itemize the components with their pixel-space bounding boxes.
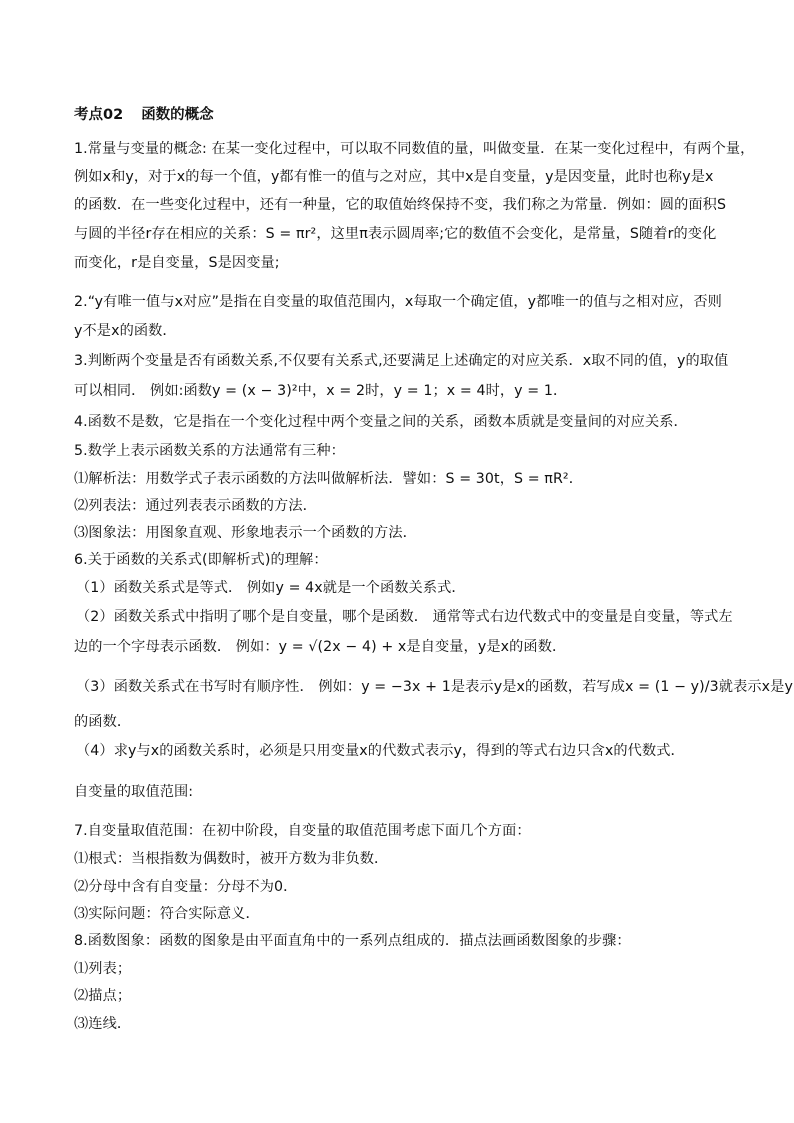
para-3-line-2: 可以相同． 例如:函数y = (x − 3)²中，x = 2时，y = 1；x = 4时，y = 1． [74,383,568,399]
para-4: 4.函数不是数，它是指在一个变化过程中两个变量之间的关系，函数本质就是变量间的对应关系． [74,414,688,430]
para-6-item-2-line-1: （2）函数关系式中指明了哪个是自变量，哪个是函数． 通常等式右边代数式中的变量是自变量，等式左 [76,609,733,625]
para-5-item-3: ⑶图象法：用图象直观、形象地表示一个函数的方法． [74,525,417,541]
para-1-line-4: 与圆的半径r存在相应的关系：S = πr²，这里π表示圆周率;它的数值不会变化，是常量，S随着r的变化 [74,226,717,242]
para-8: 8.函数图象：函数的图象是由平面直角中的一系列点组成的．描点法画函数图象的步骤： [74,933,631,949]
para-6-item-1: （1）函数关系式是等式． 例如y = 4x就是一个函数关系式． [76,580,466,596]
para-5: 5.数学上表示函数关系的方法通常有三种： [74,443,345,459]
section-heading [74,103,214,124]
para-6-item-3-line-1: （3）函数关系式在书写时有顺序性． 例如：y = −3x + 1是表示y是x的函数，若写成x = (1 − y)/3就表示x是y [76,679,793,695]
para-7: 7.自变量取值范围：在初中阶段，自变量的取值范围考虑下面几个方面： [74,823,531,839]
para-7-item-2: ⑵分母中含有自变量：分母不为0． [74,879,298,895]
para-1-line-2: 例如x和y，对于x的每一个值，y都有惟一的值与之对应，其中x是自变量，y是因变量，此时也称y是x [74,169,714,185]
para-6-item-2-line-2: 边的一个字母表示函数． 例如：y = √(2x − 4) + x是自变量，y是x的函数． [74,639,567,655]
para-5-item-2: ⑵列表法：通过列表表示函数的方法． [74,498,317,514]
heading-label: 考点02 [74,107,124,123]
subheading-domain: 自变量的取值范围: [74,784,194,800]
para-7-item-3: ⑶实际问题：符合实际意义． [74,906,260,922]
para-5-item-1: ⑴解析法：用数学式子表示函数的方法叫做解析法．譬如：S = 30t，S = πR²． [74,471,583,487]
para-8-item-3: ⑶连线． [74,1016,132,1032]
para-8-item-2: ⑵描点； [74,988,132,1004]
heading-title: 函数的概念 [141,107,214,123]
para-1-line-5: 而变化，r是自变量，S是因变量; [74,255,280,271]
para-7-item-1: ⑴根式：当根指数为偶数时，被开方数为非负数． [74,851,389,867]
para-1-line-1: 1.常量与变量的概念: 在某一变化过程中，可以取不同数值的量，叫做变量．在某一变化过程中，有两个量， [74,141,755,157]
para-6: 6.关于函数的关系式(即解析式)的理解： [74,552,328,568]
para-2-line-1: 2.“y有唯一值与x对应”是指在自变量的取值范围内，x每取一个确定值，y都唯一的值与之相对应，否则 [74,294,722,310]
para-6-item-4: （4）求y与x的函数关系时，必须是只用变量x的代数式表示y，得到的等式右边只含x的代数式． [76,743,685,759]
para-6-item-3-line-2: 的函数． [74,714,132,730]
para-2-line-2: y不是x的函数． [74,323,177,339]
para-8-item-1: ⑴列表； [74,961,132,977]
para-3-line-1: 3.判断两个变量是否有函数关系,不仅要有关系式,还要满足上述确定的对应关系．x取不同的值，y的取值 [74,353,729,369]
para-1-line-3: 的函数．在一些变化过程中，还有一种量，它的取值始终保持不变，我们称之为常量．例如：圆的面积S [74,197,727,213]
